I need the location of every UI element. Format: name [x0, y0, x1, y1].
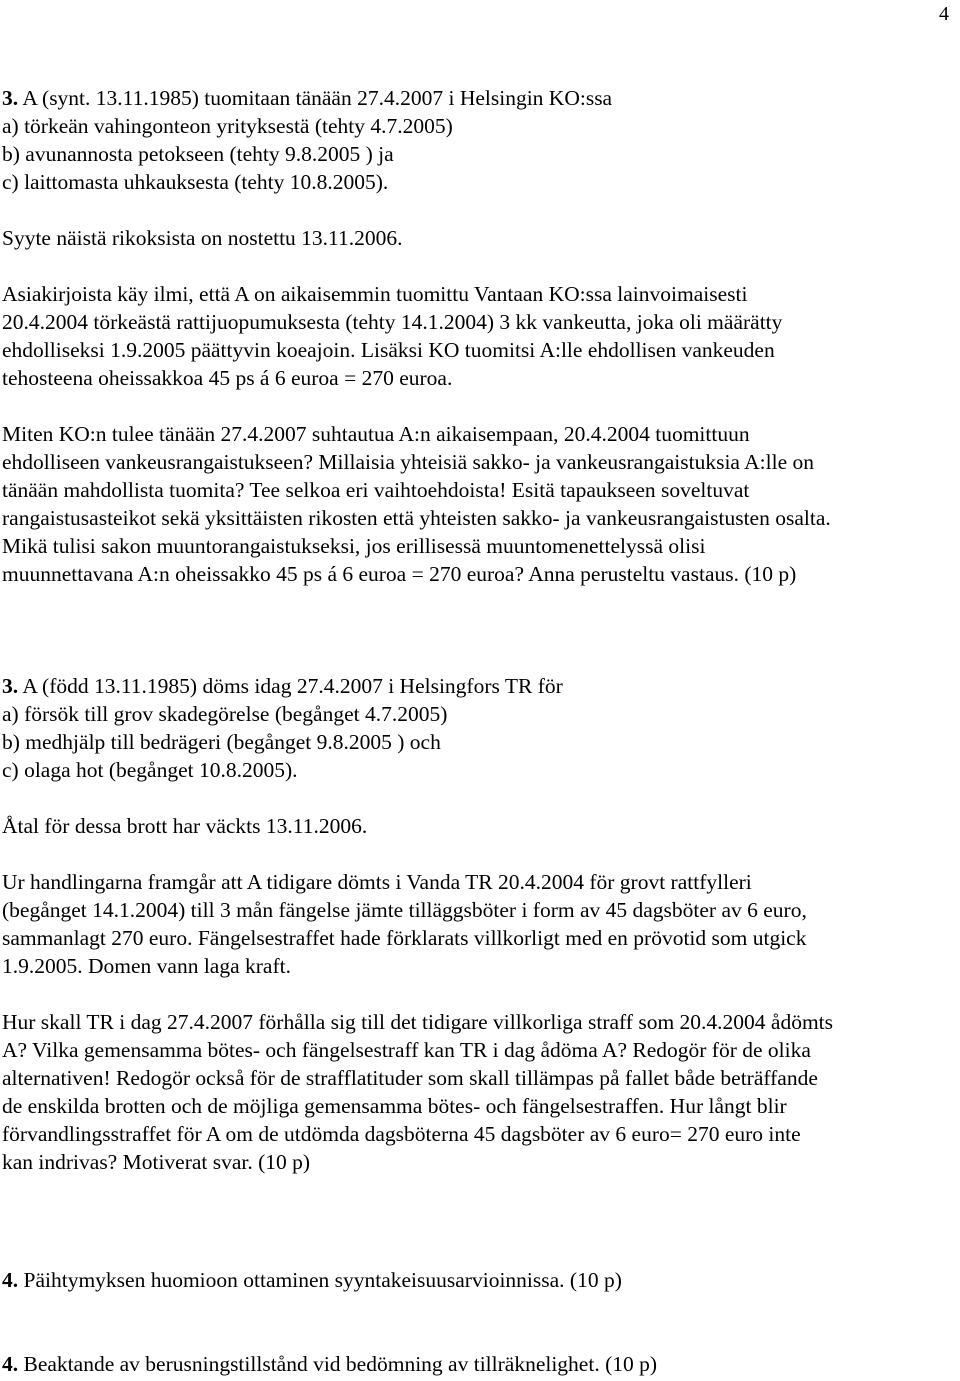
question-number: 3.: [2, 86, 19, 110]
question-3-sv-records-line: (begånget 14.1.2004) till 3 mån fängelse jämte tilläggsböter i form av 45 dagsböter av 6 euro,: [2, 898, 807, 922]
question-3-fi-question-line: Miten KO:n tulee tänään 27.4.2007 suhtautua A:n aikaisempaan, 20.4.2004 tuomittuun: [2, 422, 750, 446]
question-3-finnish: [2, 84, 954, 588]
question-4-finnish: [2, 1266, 954, 1294]
question-3-sv-question-line: förvandlingsstraffet för A om de utdömda dagsböterna 45 dagsböter av 6 euro= 270 euro inte: [2, 1122, 801, 1146]
question-3-sv-question-line: alternativen! Redogör också för de strafflatituder som skall tillämpas på fallet både beträffande: [2, 1066, 818, 1090]
question-3-sv-question-line: kan indrivas? Motiverat svar. (10 p): [2, 1150, 311, 1174]
question-3-sv-records-line: 1.9.2005. Domen vann laga kraft.: [2, 954, 291, 978]
question-3-sv-line-1: [2, 672, 954, 700]
question-3-fi-question-line: Mikä tulisi sakon muuntorangaistukseksi, jos erillisessä muuntomenettelyssä olisi: [2, 534, 706, 558]
question-3-fi-question-line: tänään mahdollista tuomita? Tee selkoa eri vaihtoehdoista! Esitä tapaukseen soveltuvat: [2, 478, 750, 502]
question-3-fi-item-c: c) laittomasta uhkauksesta (tehty 10.8.2005).: [2, 170, 389, 194]
question-text: Päihtymyksen huomioon ottaminen syyntakeisuusarvioinnissa. (10 p): [18, 1268, 622, 1292]
question-3-swedish: [2, 672, 954, 1176]
question-3-fi-records-line: tehosteena oheissakkoa 45 ps á 6 euroa = 270 euroa.: [2, 366, 453, 390]
question-text: Beaktande av berusningstillstånd vid bedömning av tillräknelighet. (10 p): [18, 1352, 658, 1376]
question-3-fi-question-line: ehdolliseen vankeusrangaistukseen? Millaisia yhteisiä sakko- ja vankeusrangaistuksia A:lle on: [2, 450, 815, 474]
question-3-sv-item-a: a) försök till grov skadegörelse (begånget 4.7.2005): [2, 702, 448, 726]
question-3-fi-records-line: Asiakirjoista käy ilmi, että A on aikaisemmin tuomittu Vantaan KO:ssa lainvoimaisesti: [2, 282, 748, 306]
question-3-sv-records-line: sammanlagt 270 euro. Fängelsestraffet hade förklarats villkorligt med en prövotid som utgick: [2, 926, 807, 950]
question-4-swedish: [2, 1350, 954, 1378]
question-3-fi-records-line: ehdolliseksi 1.9.2005 päättyvin koeajoin. Lisäksi KO tuomitsi A:lle ehdollisen vankeuden: [2, 338, 775, 362]
question-text: A (synt. 13.11.1985) tuomitaan tänään 27.4.2007 i Helsingin KO:ssa: [18, 86, 613, 110]
question-3-sv-question-line: A? Vilka gemensamma bötes- och fängelsestraff kan TR i dag ådöma A? Redogör för de olika: [2, 1038, 811, 1062]
question-number: 4.: [2, 1268, 19, 1292]
question-3-fi-question-line: rangaistusasteikot sekä yksittäisten rikosten että yhteisten sakko- ja vankeusrangaistusten osalta.: [2, 506, 831, 530]
question-3-fi-item-b: b) avunannosta petokseen (tehty 9.8.2005 ) ja: [2, 142, 394, 166]
question-3-sv-question-line: Hur skall TR i dag 27.4.2007 förhålla sig till det tidigare villkorliga straff som 20.4.2004 ådömts: [2, 1010, 834, 1034]
question-3-sv-question-line: de enskilda brotten och de möjliga gemensamma bötes- och fängelsestraffen. Hur långt blir: [2, 1094, 787, 1118]
page-number: 4: [939, 3, 949, 25]
question-3-fi-records-line: 20.4.2004 törkeästä rattijuopumuksesta (tehty 14.1.2004) 3 kk vankeutta, joka oli määrätty: [2, 310, 783, 334]
question-number: 3.: [2, 674, 19, 698]
question-3-fi-question-line: muunnettavana A:n oheissakko 45 ps á 6 euroa = 270 euroa? Anna perusteltu vastaus. (10 p): [2, 562, 797, 586]
question-3-fi-item-a: a) törkeän vahingonteon yrityksestä (tehty 4.7.2005): [2, 114, 453, 138]
question-3-sv-item-c: c) olaga hot (begånget 10.8.2005).: [2, 758, 298, 782]
question-3-sv-charge: Åtal för dessa brott har väckts 13.11.2006.: [2, 814, 368, 838]
question-3-sv-records-line: Ur handlingarna framgår att A tidigare dömts i Vanda TR 20.4.2004 för grovt rattfylleri: [2, 870, 752, 894]
document-body: [2, 84, 954, 1378]
question-3-fi-charge: Syyte näistä rikoksista on nostettu 13.11.2006.: [2, 226, 403, 250]
question-number: 4.: [2, 1352, 19, 1376]
question-3-sv-item-b: b) medhjälp till bedrägeri (begånget 9.8.2005 ) och: [2, 730, 441, 754]
question-text: A (född 13.11.1985) döms idag 27.4.2007 i Helsingfors TR för: [18, 674, 563, 698]
question-3-fi-line-1: [2, 84, 954, 112]
